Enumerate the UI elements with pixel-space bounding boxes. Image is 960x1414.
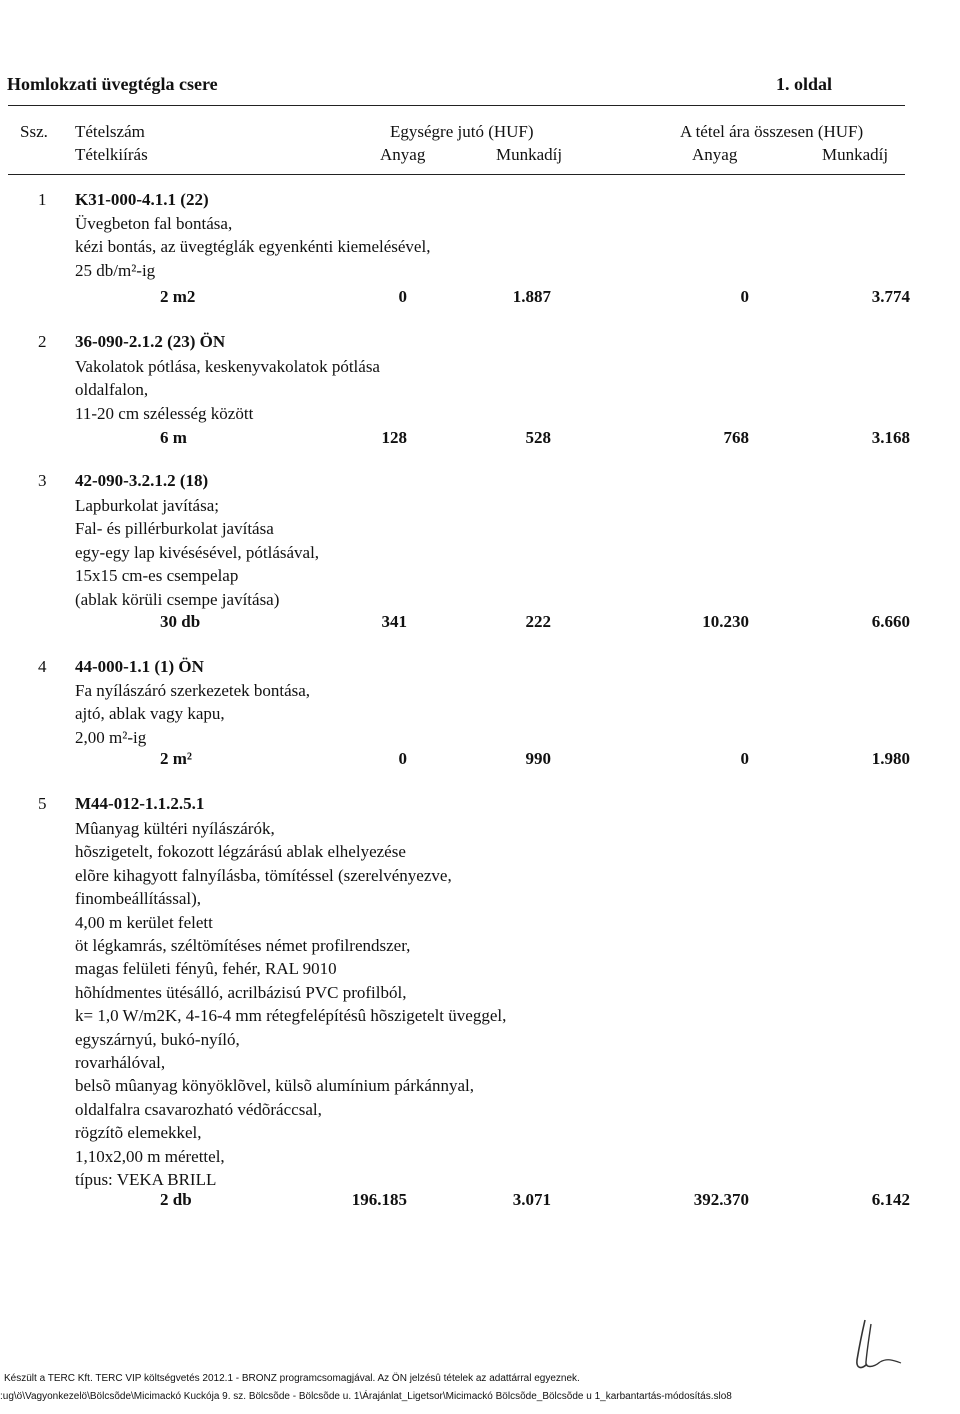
description-line: 1,10x2,00 m mérettel, [75, 1146, 225, 1166]
description-line: magas felületi fényû, fehér, RAL 9010 [75, 959, 337, 979]
description-line: hõhídmentes ütésálló, acrilbázisú PVC profilból, [75, 982, 407, 1002]
item-quantity: 2 m2 [160, 287, 196, 306]
col-tetelkiiras: Tételkiírás [75, 145, 148, 164]
col-ssz: Ssz. [20, 122, 48, 141]
item-description [75, 679, 310, 749]
description-line: belsõ mûanyag könyöklõvel, külsõ alumínium párkánnyal, [75, 1076, 474, 1096]
item-number: 5 [38, 794, 47, 813]
item-code: 36-090-2.1.2 (23) ÖN [75, 332, 226, 351]
unit-munkadij: 3.071 [512, 1190, 551, 1209]
description-line: egy-egy lap kivésésével, pótlásával, [75, 542, 320, 562]
unit-anyag: 128 [381, 428, 407, 447]
unit-munkadij: 222 [525, 612, 551, 631]
item-code: K31-000-4.1.1 (22) [75, 190, 209, 209]
total-anyag: 0 [740, 749, 749, 768]
item-number: 3 [38, 471, 47, 490]
item-quantity: 2 db [160, 1190, 192, 1209]
description-line: 4,00 m kerület felett [75, 912, 213, 932]
description-line: (ablak körüli csempe javítása) [75, 589, 280, 609]
description-line: oldalfalon, [75, 380, 149, 400]
description-line: egyszárnyú, bukó-nyíló, [75, 1029, 240, 1049]
unit-anyag: 341 [381, 612, 407, 631]
item-code: 44-000-1.1 (1) ÖN [75, 657, 204, 676]
total-munkadij: 6.660 [871, 612, 910, 631]
col-anyag-unit: Anyag [380, 145, 426, 164]
item-description [75, 817, 506, 1192]
total-munkadij: 3.168 [871, 428, 910, 447]
unit-anyag: 0 [398, 287, 407, 306]
unit-munkadij: 990 [525, 749, 551, 768]
description-line: Fa nyílászáró szerkezetek bontása, [75, 681, 311, 700]
footer-note: Készült a TERC Kft. TERC VIP költségvetés 2012.1 - BRONZ programcsomagjával. Az ÖN jelzésû tételek az adattárral egyeznek. [4, 1373, 580, 1384]
item-number: 2 [38, 332, 47, 351]
description-line: 11-20 cm szélesség között [75, 403, 254, 423]
description-line: ajtó, ablak vagy kapu, [75, 704, 225, 724]
item-description [75, 494, 319, 611]
total-munkadij: 1.980 [871, 749, 910, 768]
col-tetelszam: Tételszám [75, 122, 145, 141]
description-line: Mûanyag kültéri nyílászárók, [75, 819, 275, 838]
description-line: elõre kihagyott falnyílásba, tömítéssel (szerelvényezve, [75, 865, 452, 885]
header-bottom-rule [8, 174, 905, 175]
col-egysegre: Egységre jutó (HUF) [390, 122, 534, 141]
unit-munkadij: 528 [525, 428, 551, 447]
item-description [75, 355, 380, 425]
description-line: öt légkamrás, széltömítéses német profilrendszer, [75, 936, 411, 956]
description-line: hõszigetelt, fokozott légzárású ablak elhelyezése [75, 842, 406, 862]
header-top-rule [8, 105, 905, 106]
item-number: 1 [38, 190, 47, 209]
footer-path: :ug\ö\Vagyonkezelö\Bölcsõde\Micimackó Kuckója 9. sz. Bölcsõde - Bölcsõde u. 1\Árajánlat_Ligetsor\Micimackó Bölcsõde_Bölcsõde u 1_karbantartás-módosítás.slo8 [0, 1391, 732, 1402]
description-line: Vakolatok pótlása, keskenyvakolatok pótlása [75, 357, 380, 376]
unit-munkadij: 1.887 [512, 287, 551, 306]
description-line: rovarhálóval, [75, 1053, 166, 1073]
col-munkadij-unit: Munkadíj [496, 145, 563, 164]
unit-anyag: 196.185 [351, 1190, 407, 1209]
item-quantity: 2 m² [160, 749, 193, 768]
description-line: rögzítõ elemekkel, [75, 1123, 202, 1143]
col-anyag-total: Anyag [692, 145, 738, 164]
total-anyag: 0 [740, 287, 749, 306]
item-quantity: 30 db [160, 612, 201, 631]
description-line: típus: VEKA BRILL [75, 1170, 217, 1190]
description-line: 25 db/m²-ig [75, 260, 156, 280]
description-line: kézi bontás, az üvegtéglák egyenkénti kiemelésével, [75, 237, 431, 257]
total-munkadij: 3.774 [871, 287, 910, 306]
description-line: oldalfalra csavarozható védõráccsal, [75, 1099, 322, 1119]
description-line: Üvegbeton fal bontása, [75, 214, 233, 233]
document-title: Homlokzati üvegtégla csere [7, 74, 218, 94]
description-line: 2,00 m²-ig [75, 727, 147, 747]
total-munkadij: 6.142 [871, 1190, 910, 1209]
description-line: Lapburkolat javítása; [75, 496, 219, 515]
item-number: 4 [38, 657, 47, 676]
col-osszesen: A tétel ára összesen (HUF) [680, 122, 864, 141]
total-anyag: 392.370 [693, 1190, 749, 1209]
item-quantity: 6 m [160, 428, 187, 447]
col-munkadij-total: Munkadíj [822, 145, 889, 164]
page-number: 1. oldal [776, 74, 833, 94]
item-description [75, 212, 430, 282]
total-anyag: 10.230 [702, 612, 749, 631]
description-line: Fal- és pillérburkolat javítása [75, 519, 274, 539]
unit-anyag: 0 [398, 749, 407, 768]
description-line: finombeállítással), [75, 889, 202, 909]
description-line: k= 1,0 W/m2K, 4-16-4 mm rétegfelépítésû hõszigetelt üveggel, [75, 1006, 507, 1026]
total-anyag: 768 [723, 428, 749, 447]
description-line: 15x15 cm-es csempelap [75, 566, 239, 586]
item-code: M44-012-1.1.2.5.1 [75, 794, 205, 813]
signature [835, 1318, 905, 1378]
item-code: 42-090-3.2.1.2 (18) [75, 471, 209, 490]
